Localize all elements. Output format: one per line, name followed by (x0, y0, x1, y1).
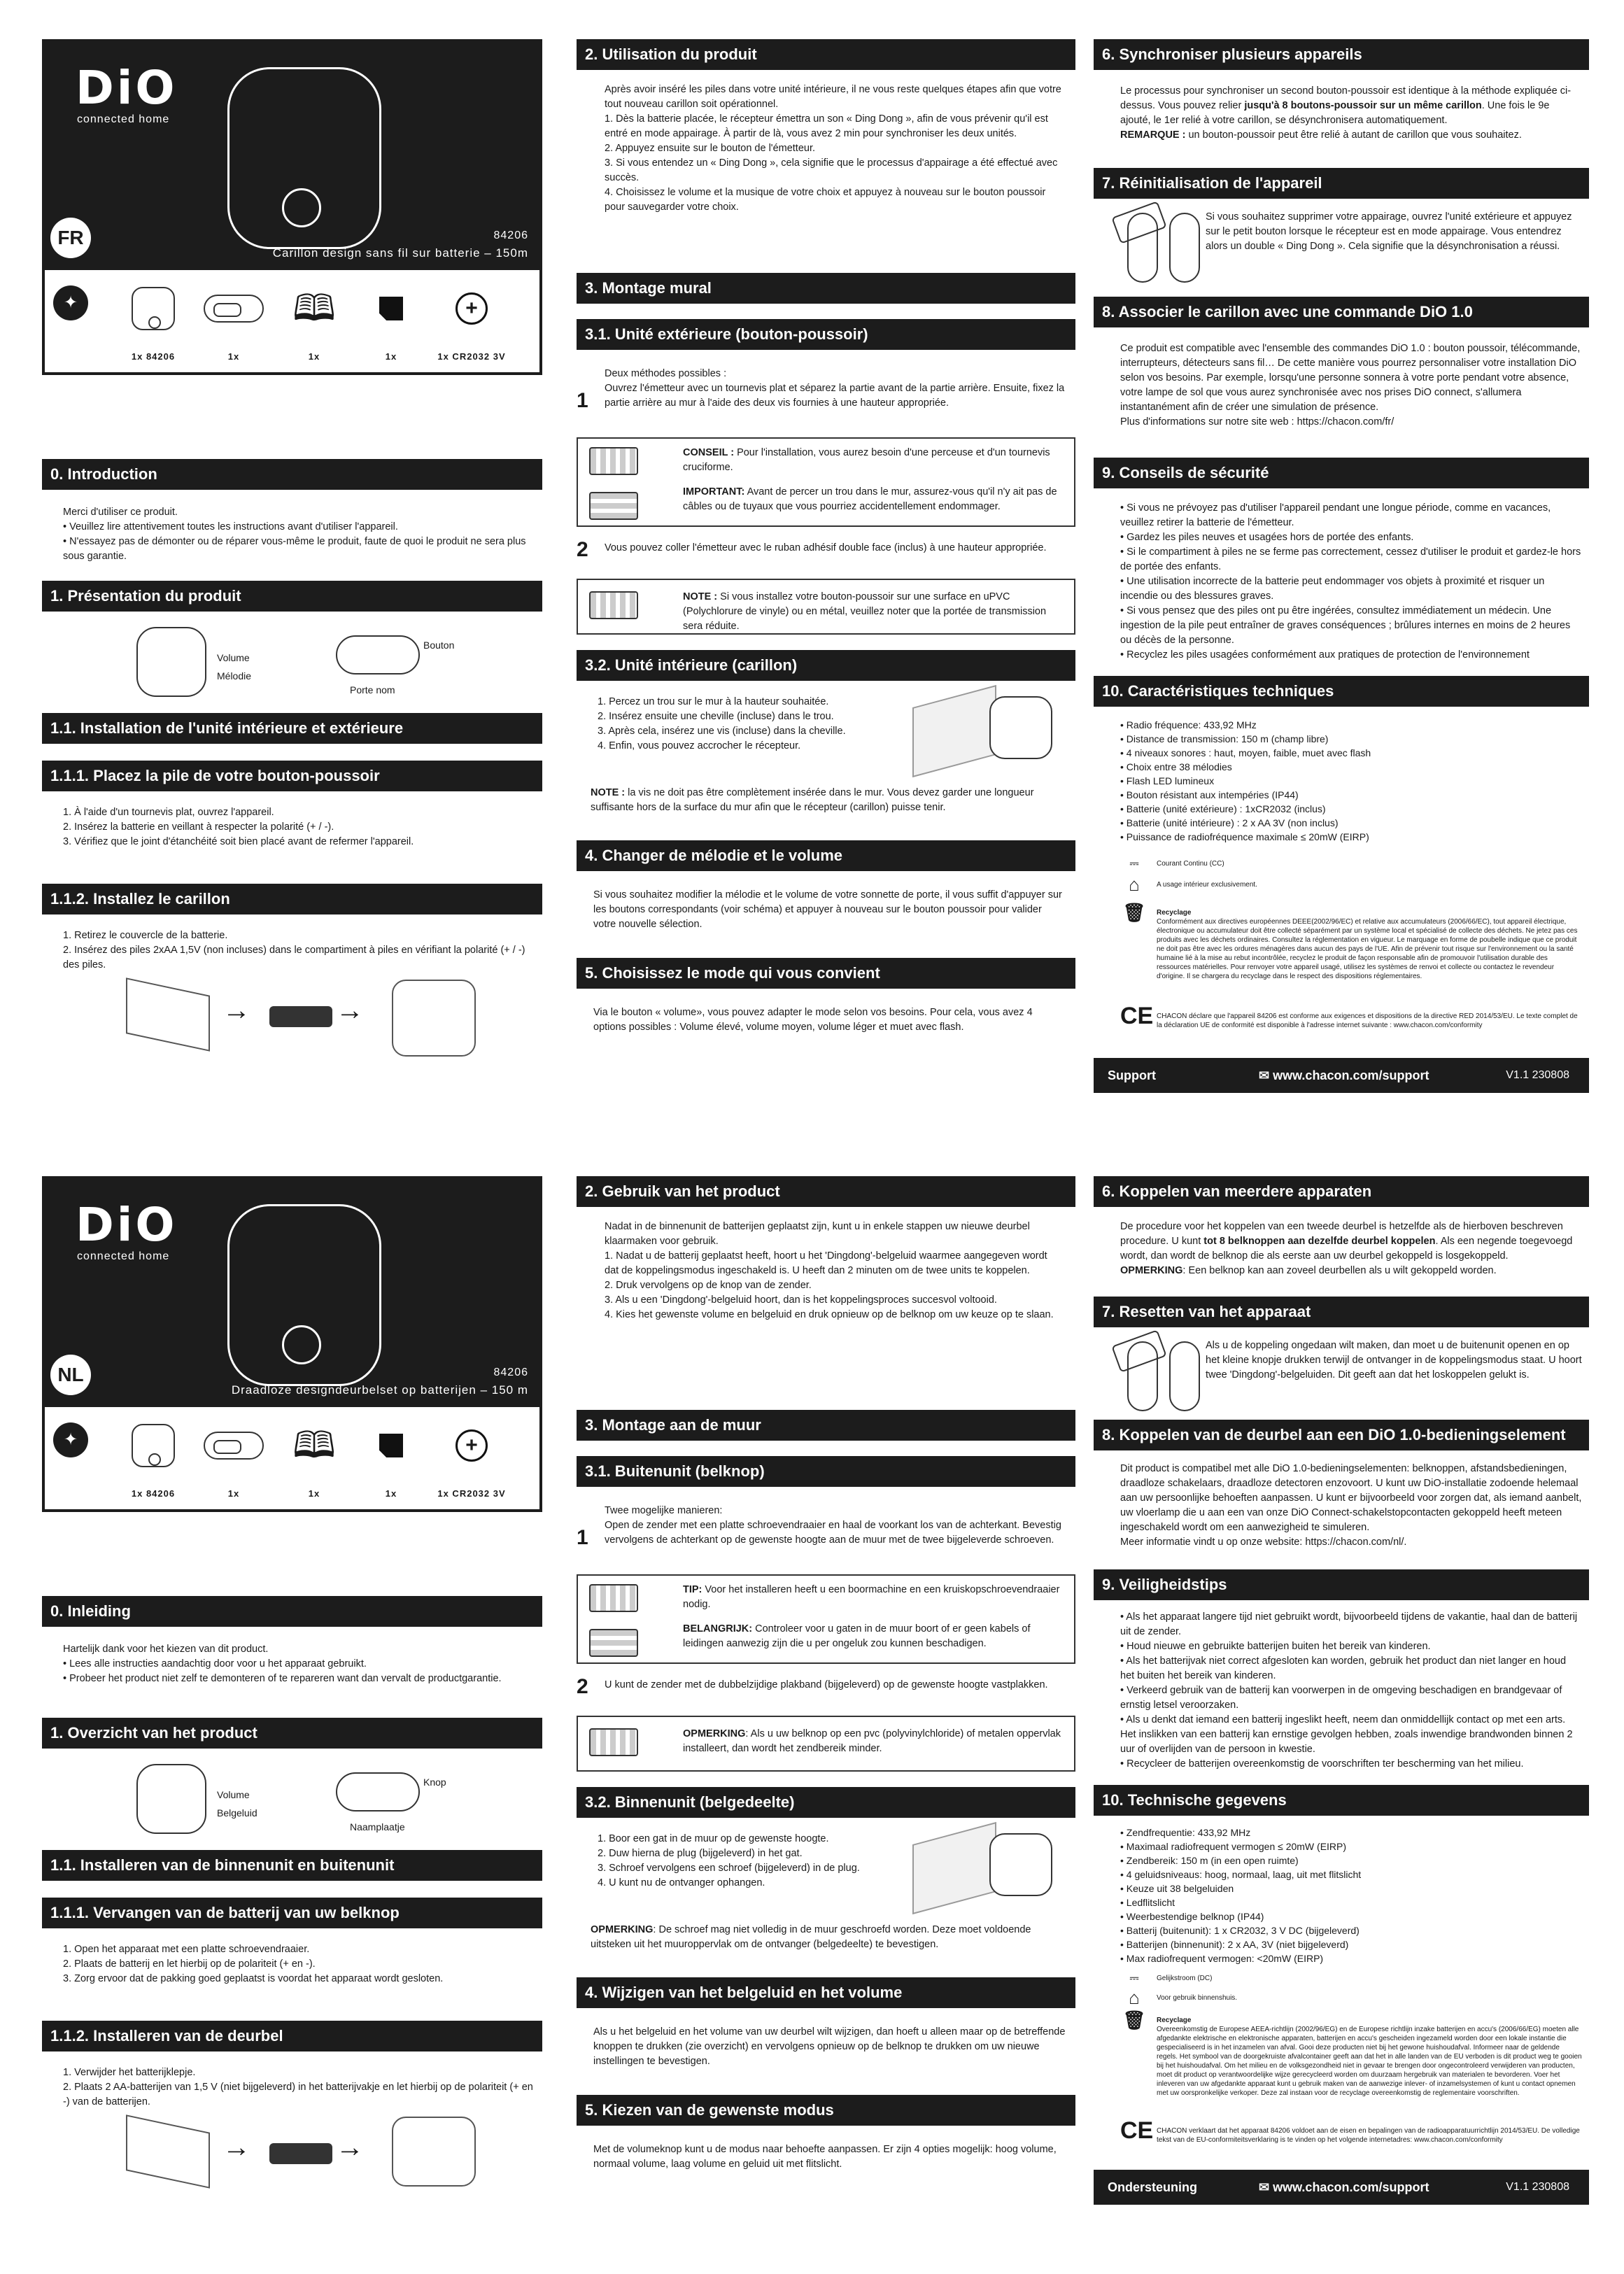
step-number: 2 (577, 1675, 588, 1698)
push-button-icon (204, 1432, 264, 1460)
battery-cover-icon (126, 2114, 210, 2189)
section-9-heading: 9. Conseils de sécurité (1094, 458, 1589, 488)
arrow-icon: → (223, 995, 250, 1026)
section-3-2-heading: 3.2. Binnenunit (belgedeelte) (577, 1787, 1075, 1818)
section-3-2-note: NOTE : la vis ne doit pas être complètement insérée dans le mur. Vous devez garder une longueur suffisante hors de la surface du mur afin que le récepteur (carillon) puisse tenir. (591, 787, 1034, 813)
battery-install-figure (42, 973, 542, 1064)
column-2 (577, 1176, 1075, 2172)
section-3-heading: 3. Montage mural (577, 273, 1075, 304)
section-0-heading: 0. Introduction (42, 459, 542, 490)
push-button-icon (204, 295, 264, 323)
section-5-body: Met de volumeknop kunt u de modus naar behoefte aanpassen. Er zijn 4 opties mogelijk: hoog volume, normaal volume, laag volume en geluid uit met flitslicht. (593, 2144, 1057, 2170)
tip-box: CONSEIL : Pour l'installation, vous aurez besoin d'une perceuse et d'un tournevis cruciforme. IMPORTANT: Avant de percer un trou dans le mur, assurez-vous qu'il n'y ait pas de câbles ou de tuyaux que vous pourriez accidentellement endommager. (577, 437, 1075, 527)
section-3-1-methods: Deux méthodes possibles : 1 Ouvrez l'émetteur avec un tournevis plat et séparez la partie avant de la partie arrière. Ensuite, fixez la partie arrière au mur à l'aide des deux vis fournies à une hauteur appropriée. (577, 368, 1065, 412)
section-3-1-heading: 3.1. Buitenunit (belknop) (577, 1456, 1075, 1487)
product-title: Carillon design sans fil sur batterie – 150m (272, 246, 528, 260)
step-number: 1 (577, 1526, 588, 1549)
chime-back-icon (392, 980, 476, 1057)
content-item: 🕮 1x (292, 288, 336, 362)
arrow-icon: → (223, 2132, 250, 2163)
section-4-heading: 4. Changer de mélodie et le volume (577, 840, 1075, 871)
section-7-heading: 7. Resetten van het apparaat (1094, 1297, 1589, 1327)
section-9-body: • Als het apparaat langere tijd niet gebruikt wordt, bijvoorbeeld tijdens de vakantie, haal dan de batterij uit de zender. • Houd nieuwe en gebruikte batterijen buiten het bereik van kinderen. • Als het batterijvak niet correct afgesloten kan worden, gebruik het product dan niet langer en houd het buiten het bereik van kinderen. • Verkeerd gebruik van de batterij kan voorwerpen in de omgeving beschadigen en brandgevaar of ernstig letsel veroorzaken. • Als u denkt dat iemand een batterij ingeslikt heeft, neem dan onmiddellijk contact op met een arts. Het inslikken van een batterij kan ernstige gevolgen hebben, zoals inwendige brandwonden binnen 2 uur of overlijden van de persoon in kwestie. • Recycleer de batterijen overeenkomstig de voorschriften ter bescherming van het milieu. (1120, 1611, 1578, 1770)
drill-icon (589, 1584, 638, 1612)
push-button-icon (336, 1772, 420, 1812)
hero-banner (42, 39, 542, 270)
content-item: + 1x CR2032 3V (433, 284, 510, 362)
wall-mount-illustration (905, 1826, 1066, 1917)
support-icon: ✉ (1259, 1068, 1273, 1082)
regulatory-symbols: ⎓ Gelijkstroom (DC) ⌂ Voor gebruik binnenshuis. 🗑 Recyclage Overeenkomstig de Europese AEEA-richtlijn (2002/96/EG) en de Europese richtlijn inzake batterijen en accu's (2006/66/EG) moeten alle afgedankte elektrische en elektronische apparaten, batterijen en accu's gescheiden ingezameld worden door een lokale instantie die gespecialiseerd is in het inzamelen van afval. Gooi deze producten niet bij het gewone huishoudafval. Informeer naar de geldende regels. Het symbool van de doorgekruiste afvalcontainer geeft aan dat het in alle landen van de EU verboden is dit product weg te gooien bij het huishoudafval. Om het milieu en de volksgezondheid niet in gevaar te brengen door ongecontroleerd verwijderen van producten, moet dit product op verantwoordelijke wijze gerecycleerd worden om duurzaam hergebruik van materialen te bevorderen. Voer het inleveren van uw afgedankte apparaat kunt u gebruik maken van de aanwezige inlever- of inzamelsystemen of kunt u contact opnemen met uw oorspronkelijke verkoper. Deze zal instaan voor de recyclage overeenkomstig de reglementaire voorschriften. CE CHACON verklaart dat het apparaat 84206 voldoet aan de eisen en bepalingen van de radioapparatuurrichtlijn 2014/53/EU. De volledige tekst van de EU-conformiteitsverklaring is te vinden op het volgende internetadres: www.chacon.com/conformity (1120, 1972, 1582, 2144)
content-item: 1x 84206 (115, 284, 192, 362)
section-1-heading: 1. Overzicht van het product (42, 1718, 542, 1749)
adhesive-pad-icon (379, 1434, 403, 1457)
section-4-body: Als u het belgeluid en het volume van uw deurbel wilt wijzigen, dan hoeft u alleen maar op de betreffende knoppen te drukken (zie overzicht) en vervolgens opnieuw op de belknop te drukken om uw nieuwe instellingen te bevestigen. (593, 2026, 1066, 2067)
package-contents (42, 1407, 542, 1512)
section-1-1-2-heading: 1.1.2. Installez le carillon (42, 884, 542, 914)
drill-icon (589, 447, 638, 475)
page-nl (0, 1137, 1624, 2274)
section-1-1-heading: 1.1. Installeren van de binnenunit en buitenunit (42, 1850, 542, 1881)
section-3-1-method-2: 2 U kunt de zender met de dubbelzijdige plakband (bijgeleverd) op de gewenste hoogte vastplakken. (577, 1675, 1048, 1698)
language-badge: FR (50, 218, 91, 258)
website-link[interactable]: Meer informatie vindt u op onze website: https://chacon.com/nl/. (1120, 1537, 1407, 1548)
section-0-body: Merci d'utiliser ce produit. • Veuillez lire attentivement toutes les instructions avant d'utiliser l'appareil. • N'essayez pas de démonter ou de réparer vous-même le produit, faute de quoi le produit ne sera plus sous garantie. (63, 507, 526, 562)
chime-back-icon (392, 2117, 476, 2187)
section-8-body: Ce produit est compatible avec l'ensemble des commandes DiO 1.0 : bouton poussoir, télécommande, interrupteurs, détecteurs sans fil… De cette manière vous pourrez personnaliser votre installation DiO selon vos besoins. Par exemple, lorsqu'une personne sonnera à votre porte pendant votre absence, votre lampe de sol que vous aurez synchronisée avec nos prises DiO connect, s'allumera instantanément afin de créer une simulation de présence. Plus d'informations sur notre site web : https://chacon.com/fr/ (1094, 327, 1589, 458)
dc-current-icon: ⎓ (1129, 858, 1139, 870)
aa-battery-icon (269, 1006, 332, 1027)
column-1 (42, 39, 542, 1064)
column-1 (42, 1176, 542, 2194)
section-6-heading: 6. Synchroniser plusieurs appareils (1094, 39, 1589, 70)
arrow-icon: → (336, 2132, 364, 2163)
section-1-1-2-body: 1. Verwijder het batterijklepje. 2. Plaats 2 AA-batterijen van 1,5 V (niet bijgeleverd) in het batterijvakje en let hierbij op de polariteit (+ en -) van de batterijen. (63, 2067, 533, 2107)
chime-illustration (227, 67, 381, 249)
metal-surface-icon (589, 1728, 638, 1756)
support-bar: Support ✉ www.chacon.com/support V1.1 230808 (1094, 1058, 1589, 1093)
section-10-body: • Zendfrequentie: 433,92 MHz • Maximaal radiofrequent vermogen ≤ 20mW (EIRP) • Zendbereik: 150 m (in een open ruimte) • 4 geluidsniveaus: hoog, normaal, laag, uit met flitslicht • Keuze uit 38 belgeluiden • Ledflitslicht • Weerbestendige belknop (IP44) • Batterij (buitenunit): 1 x CR2032, 3 V DC (bijgeleverd) • Batterijen (binnenunit): 2 x AA, 3V (niet bijgeleverd) • Max radiofrequent vermogen: <20mW (EIRP) (1120, 1827, 1362, 1964)
ce-mark-icon: CE (1120, 1003, 1154, 1029)
section-1-heading: 1. Présentation du produit (42, 581, 542, 612)
chime-unit-icon (132, 1424, 175, 1467)
package-contents (42, 270, 542, 375)
section-5-heading: 5. Kiezen van de gewenste modus (577, 2095, 1075, 2126)
section-6-heading: 6. Koppelen van meerdere apparaten (1094, 1176, 1589, 1207)
crossed-bin-icon: 🗑 (1122, 902, 1146, 923)
column-2 (577, 39, 1075, 1035)
section-2-body: Nadat in de binnenunit de batterijen geplaatst zijn, kunt u in enkele stappen uw nieuwe deurbel klaarmaken voor gebruik. 1. Nadat u de batterij geplaatst heeft, hoort u het 'Dingdong'-belgeluid waarmee aangegeven wordt dat de koppelingsmodus ingeschakeld is. U heeft dan 2 minuten om de twee units te koppelen. 2. Druk vervolgens op de knop van de zender. 3. Als u een 'Dingdong'-belgeluid hoort, dan is het koppelingsproces succesvol voltooid. 4. Kies het gewenste volume en belgeluid en druk opnieuw op de belknop om uw keuze op te slaan. (605, 1221, 1054, 1320)
section-0-body: Hartelijk dank voor het kiezen van dit product. • Lees alle instructies aandachtig door voor u het apparaat gebruikt. • Probeer het product niet zelf te demonteren of te repareren want dan vervalt de productgarantie. (63, 1644, 502, 1684)
support-link[interactable]: ✉ www.chacon.com/support (1259, 2180, 1429, 2194)
push-button-open-icon (1127, 1341, 1158, 1411)
battery-cover-icon (126, 977, 210, 1052)
content-item: 1x (353, 1421, 430, 1499)
section-10-heading: 10. Technische gegevens (1094, 1785, 1589, 1816)
indoor-use-icon: ⌂ (1129, 1987, 1140, 2008)
support-link[interactable]: ✉ www.chacon.com/support (1259, 1068, 1429, 1082)
product-ref: 84206 (493, 1366, 528, 1378)
arrow-icon: → (336, 995, 364, 1026)
adhesive-pad-icon (379, 297, 403, 320)
push-button-icon (336, 635, 420, 675)
note-box: OPMERKING: Als u uw belknop op een pvc (polyvinylchloride) of metalen oppervlak installeert, dan wordt het zendbereik minder. (577, 1716, 1075, 1772)
section-2-body: Après avoir inséré les piles dans votre unité intérieure, il ne vous reste quelques étapes afin que votre tout nouveau carillon soit opérationnel. 1. Dès la batterie placée, le récepteur émettra un son « Ding Dong », afin de vous prévenir qu'il est entré en mode appairage. À partir de là, vous avez 2 min pour synchroniser les deux unités. 2. Appuyez ensuite sur le bouton de l'émetteur. 3. Si vous entendez un « Ding Dong », cela signifie que le processus d'appairage a été effectué avec succès. 4. Choisissez le volume et la musique de votre choix et appuyez à nouveau sur le bouton poussoir pour sauvegarder votre choix. (605, 84, 1061, 213)
section-10-heading: 10. Caractéristiques techniques (1094, 676, 1589, 707)
section-3-heading: 3. Montage aan de muur (577, 1410, 1075, 1441)
coin-battery-icon: + (456, 292, 488, 325)
section-1-1-1-body: 1. Open het apparaat met een platte schroevendraaier. 2. Plaats de batterij en let hierbij op de polariteit (+ en -). 3. Zorg ervoor dat de pakking goed geplaatst is voordat het apparaat wordt gesloten. (63, 1944, 444, 1984)
note-box: NOTE : Si vous installez votre bouton-poussoir sur une surface en uPVC (Polychlorure de vinyle) ou en métal, veuillez noter que la portée de transmission sera réduite. (577, 579, 1075, 635)
section-1-1-heading: 1.1. Installation de l'unité intérieure et extérieure (42, 713, 542, 744)
step-number: 2 (577, 538, 588, 561)
chime-icon (136, 1764, 206, 1834)
section-7-heading: 7. Réinitialisation de l'appareil (1094, 168, 1589, 199)
section-8-body: Dit product is compatibel met alle DiO 1.0-bedieningselementen: belknoppen, afstandsbedieningen, draadloze schakelaars, draadloze detectoren enzovoort. U kunt uw DiO-installatie zodoende helemaal aan uw persoonlijke behoeften aanpassen. U kunt er bijvoorbeeld voor zorgen dat, als iemand aanbelt, uw vloerlamp die u aan een van onze DiO Connect-schakelstopcontacten gekoppeld heeft meteen ingeschakeld wordt om een aanwezigheid te simuleren. Meer informatie vindt u op onze website: https://chacon.com/nl/. (1094, 1450, 1589, 1569)
crossed-bin-icon: 🗑 (1122, 2010, 1146, 2031)
battery-install-figure (42, 2110, 542, 2194)
box-contents-icon: ✦ (53, 1422, 88, 1457)
section-1-1-2-heading: 1.1.2. Installeren van de deurbel (42, 2021, 542, 2051)
hero-banner (42, 1176, 542, 1407)
step-number: 1 (577, 389, 588, 412)
push-button-back-icon (1169, 1341, 1200, 1411)
wall-icon (589, 492, 638, 520)
section-1-1-1-body: 1. À l'aide d'un tournevis plat, ouvrez l'appareil. 2. Insérez la batterie en veillant à respecter la polarité (+ / -). 3. Vérifiez que le joint d'étanchéité soit bien placé avant de refermer l'appareil. (63, 807, 414, 847)
support-icon: ✉ (1259, 2180, 1273, 2194)
language-badge: NL (50, 1355, 91, 1395)
content-item: 🕮 1x (292, 1425, 336, 1499)
chime-unit-icon (132, 287, 175, 330)
section-6-body: Le processus pour synchroniser un second bouton-poussoir est identique à la méthode expliquée ci-dessus. Vous pouvez relier jusqu'à 8 boutons-poussoir sur un même carillon. Une fois le 9e ajouté, le 1er relié à votre carillon, se désynchronisera automatiquement. REMARQUE : un bouton-poussoir peut être relié à autant de carillon que vous souhaitez. (1120, 85, 1572, 141)
chime-button-illustration (282, 188, 321, 227)
section-8-heading: 8. Koppelen van de deurbel aan een DiO 1.0-bedieningselement (1094, 1420, 1589, 1450)
wall-mount-illustration (905, 689, 1066, 780)
section-6-body: De procedure voor het koppelen van een tweede deurbel is hetzelfde als de hierboven beschreven procedure. U kunt tot 8 belknoppen aan dezelfde deurbel koppelen. Als een negende toegevoegd wordt, dan wordt de belknop die als eerste aan uw deurbel gekoppeld is losgekoppeld. OPMERKING: Een belknop kan aan zoveel deurbellen als u wilt gekoppeld worden. (1120, 1221, 1573, 1276)
section-1-1-1-heading: 1.1.1. Vervangen van de batterij van uw belknop (42, 1898, 542, 1928)
product-ref: 84206 (493, 229, 528, 241)
column-3 (1094, 1176, 1589, 2205)
logo-subtitle: connected home (77, 113, 170, 125)
manual-icon: 🕮 (292, 1425, 336, 1466)
dc-current-icon: ⎓ (1129, 1972, 1139, 1984)
section-2-heading: 2. Gebruik van het product (577, 1176, 1075, 1207)
section-3-2-heading: 3.2. Unité intérieure (carillon) (577, 650, 1075, 681)
support-bar: Ondersteuning ✉ www.chacon.com/support V1.1 230808 (1094, 2170, 1589, 2205)
aa-battery-icon (269, 2143, 332, 2164)
section-4-body: Si vous souhaitez modifier la mélodie et le volume de votre sonnette de porte, il vous suffit d'appuyer sur les boutons correspondants (voir schéma) et appuyer à nouveau sur le bouton poussoir pour valider votre nouvelle sélection. (593, 889, 1062, 930)
tip-box: TIP: Voor het installeren heeft u een boormachine en een kruiskopschroevendraaier nodig. BELANGRIJK: Controleer voor u gaten in de muur boort of er geen kabels of leidingen aanwezig zijn die u per ongeluk zou kunnen beschadigen. (577, 1574, 1075, 1664)
section-1-1-2-body: 1. Retirez le couvercle de la batterie. 2. Insérez des piles 2xAA 1,5V (non incluses) dans le compartiment à piles en vérifiant la polarité (+ / -) des piles. (63, 930, 525, 970)
section-3-1-method-2: 2 Vous pouvez coller l'émetteur avec le ruban adhésif double face (inclus) à une hauteur appropriée. (577, 538, 1047, 561)
content-item: + 1x CR2032 3V (433, 1421, 510, 1499)
section-3-2-body: 1. Percez un trou sur le mur à la hauteur souhaitée. 2. Insérez ensuite une cheville (incluse) dans le trou. 3. Après cela, insérez une vis (incluse) dans la cheville. 4. Enfin, vous pouvez accrocher le récepteur. (577, 681, 1075, 786)
section-8-heading: 8. Associer le carillon avec une commande DiO 1.0 (1094, 297, 1589, 327)
manual-icon: 🕮 (292, 288, 336, 329)
section-0-heading: 0. Inleiding (42, 1596, 542, 1627)
section-3-1-methods: Twee mogelijke manieren: 1 Open de zender met een platte schroevendraaier en haal de voorkant los van de achterkant. Bevestig vervolgens de achterkant op de gewenste hoogte aan de muur met de twee bijgeleverde schroeven. (577, 1505, 1061, 1549)
section-5-body: Via le bouton « volume», vous pouvez adapter le mode selon vos besoins. Pour cela, vous avez 4 options possibles : Volume élevé, volume moyen, volume léger et muet avec flash. (593, 1007, 1033, 1033)
content-item: 1x (353, 284, 430, 362)
content-item: 1x (195, 1421, 272, 1499)
logo-subtitle: connected home (77, 1250, 170, 1262)
chime-illustration (227, 1204, 381, 1386)
wall-icon (589, 1629, 638, 1657)
section-4-heading: 4. Wijzigen van het belgeluid en het volume (577, 1977, 1075, 2008)
section-1-1-1-heading: 1.1.1. Placez la pile de votre bouton-poussoir (42, 761, 542, 791)
regulatory-symbols: ⎓ Courant Continu (CC) ⌂ A usage intérieur exclusivement. 🗑 Recyclage Conformément aux directives européennes DEEE(2002/96/EC) et relative aux accumulateurs (2006/66/EC), tout appareil électrique, électronique ou accumulateur doit être collecté séparément par un système local et spécialisé de collecte des déchets. Ne jetez pas ces produits avec les déchets ordinaires. Consultez la réglementation en vigueur. Le marquage en forme de poubelle indique que ce produit ne doit pas être avec les ordures ménagères dans aucun des pays de l'UE. Afin de prévenir tout risque sur l'environnement ou la santé humaine lié à la mise au rebut incontrôlée, recyclez le produit de façon responsable afin de promouvoir l'utilisation durable des ressources matérielles. Pour renvoyer votre appareil usagé, utilisez les systèmes de renvoi et collecte ou contactez le revendeur d'origine. Il se chargera du recyclage dans le respect des dispositions réglementaires. CE CHACON déclare que l'appareil 84206 est conforme aux exigences et dispositions de la directive RED 2014/53/EU. Le texte complet de la déclaration UE de conformité est disponible à l'adresse internet suivante : www.chacon.com/conformity (1120, 858, 1578, 1029)
ce-mark-icon: CE (1120, 2117, 1154, 2144)
section-7-body: Als u de koppeling ongedaan wilt maken, dan moet u de buitenunit openen en op het kleine knopje drukken terwijl de ontvanger in de koppelingsmodus staat. U hoort twee 'Dingdong'-belgeluiden. Dit geeft aan dat het loskoppelen gelukt is. (1094, 1327, 1589, 1420)
product-overview-figure: Volume Mélodie Bouton Porte nom (42, 612, 542, 713)
dio-logo: DiO (76, 1198, 178, 1252)
metal-surface-icon (589, 591, 638, 619)
product-overview-figure: Volume Belgeluid Knop Naamplaatje (42, 1749, 542, 1850)
chime-icon (136, 627, 206, 697)
column-3 (1094, 39, 1589, 1093)
content-item: 1x (195, 284, 272, 362)
section-9-heading: 9. Veiligheidstips (1094, 1569, 1589, 1600)
website-link[interactable]: Plus d'informations sur notre site web : https://chacon.com/fr/ (1120, 416, 1394, 428)
content-item: 1x 84206 (115, 1421, 192, 1499)
section-2-heading: 2. Utilisation du produit (577, 39, 1075, 70)
chime-button-illustration (282, 1325, 321, 1364)
box-contents-icon: ✦ (53, 285, 88, 320)
section-3-1-heading: 3.1. Unité extérieure (bouton-poussoir) (577, 319, 1075, 350)
section-9-body: • Si vous ne prévoyez pas d'utiliser l'appareil pendant une longue période, comme en vacances, veuillez retirer la batterie de l'émetteur. • Gardez les piles neuves et usagées hors de portée des enfants. • Si le compartiment à piles ne se ferme pas correctement, cessez d'utiliser le produit et gardez-le hors de portée des enfants. • Une utilisation incorrecte de la batterie peut endommager vos objets à proximité et risquer un incendie ou des blessures graves. • Si vous pensez que des piles ont pu être ingérées, consultez immédiatement un médecin. Une ingestion de la pile peut entraîner de graves conséquences ; brûlures internes en moins de 2 heures ou décès de la personne. • Recyclez les piles usagées conformément aux pratiques de protection de l'environnement (1120, 502, 1581, 661)
section-5-heading: 5. Choisissez le mode qui vous convient (577, 958, 1075, 989)
push-button-open-icon (1127, 213, 1158, 283)
section-10-body: • Radio fréquence: 433,92 MHz • Distance de transmission: 150 m (champ libre) • 4 niveaux sonores : haut, moyen, faible, muet avec flash • Choix entre 38 mélodies • Flash LED lumineux • Bouton résistant aux intempéries (IP44) • Batterie (unité extérieure) : 1xCR2032 (inclus) • Batterie (unité intérieure) : 2 x AA 3V (non inclus) • Puissance de radiofréquence maximale ≤ 20mW (EIRP) (1120, 719, 1371, 842)
product-title: Draadloze designdeurbelset op batterijen – 150 m (231, 1383, 528, 1397)
push-button-back-icon (1169, 213, 1200, 283)
dio-logo: DiO (76, 61, 178, 115)
section-3-2-body: 1. Boor een gat in de muur op de gewenste hoogte. 2. Duw hierna de plug (bijgeleverd) in het gat. 3. Schroef vervolgens een schroef (bijgeleverd) in de plug. 4. U kunt nu de ontvanger ophangen. (577, 1818, 1075, 1923)
section-7-body: Si vous souhaitez supprimer votre appairage, ouvrez l'unité extérieure et appuyez sur le petit bouton lorsque le récepteur est en mode appairage. Vous entendrez alors un double « Ding Dong ». Cela signifie que la désynchronisation a réussi. (1094, 199, 1589, 297)
coin-battery-icon: + (456, 1429, 488, 1462)
section-3-2-note: OPMERKING: De schroef mag niet volledig in de muur geschroefd worden. Deze moet voldoende uitsteken uit het muuroppervlak om de ontvanger (belgedeelte) te bevestigen. (591, 1924, 1031, 1950)
indoor-use-icon: ⌂ (1129, 874, 1140, 895)
